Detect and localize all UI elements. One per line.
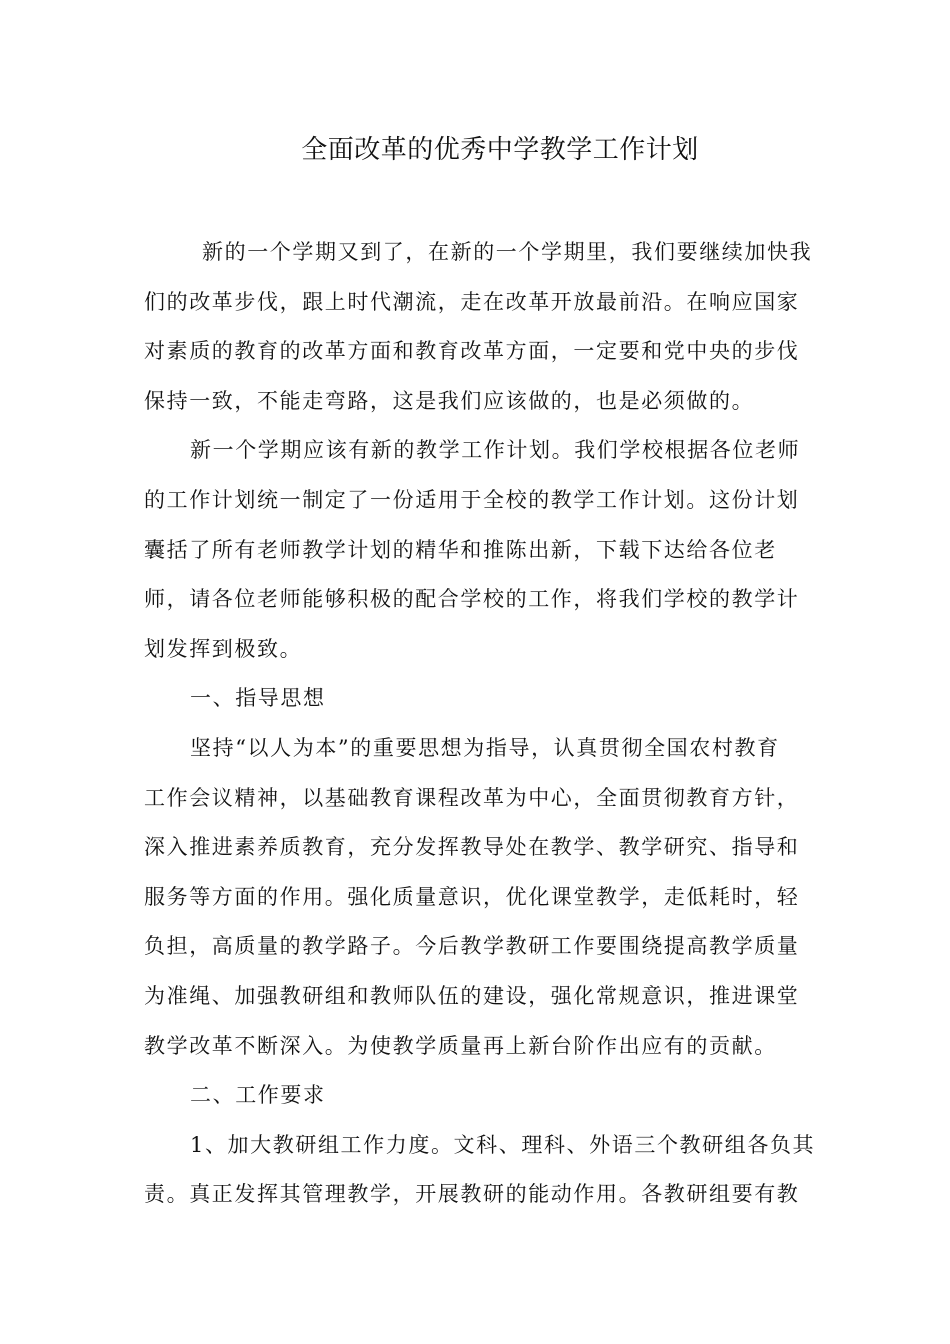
paragraph-line: 新的一个学期又到了，在新的一个学期里，我们要继续加快我 — [202, 240, 813, 264]
paragraph-line: 坚持“以人为本”的重要思想为指导，认真贯彻全国农村教育 — [190, 735, 780, 760]
section-heading: 一、指导思想 — [190, 686, 326, 711]
section-heading: 二、工作要求 — [190, 1083, 326, 1108]
paragraph-line: 划发挥到极致。 — [144, 636, 303, 661]
paragraph-line: 为准绳、加强教研组和教师队伍的建设，强化常规意识，推进课堂 — [144, 983, 800, 1008]
paragraph-line: 师，请各位老师能够积极的配合学校的工作，将我们学校的教学计 — [144, 587, 800, 612]
paragraph-line: 新一个学期应该有新的教学工作计划。我们学校根据各位老师 — [190, 438, 801, 463]
paragraph-line: 囊括了所有老师教学计划的精华和推陈出新，下载下达给各位老 — [144, 537, 777, 562]
paragraph-line: 负担，高质量的教学路子。今后教学教研工作要围绕提高教学质量 — [144, 934, 800, 959]
paragraph-line: 教学改革不断深入。为使教学质量再上新台阶作出应有的贡献。 — [144, 1033, 777, 1058]
paragraph-line: 的工作计划统一制定了一份适用于全校的教学工作计划。这份计划 — [144, 487, 800, 512]
paragraph-line: 责。真正发挥其管理教学，开展教研的能动作用。各教研组要有教 — [144, 1182, 800, 1207]
paragraph-line: 深入推进素养质教育，充分发挥教导处在教学、教学研究、指导和 — [144, 835, 800, 860]
paragraph-line: 1、加大教研组工作力度。文科、理科、外语三个教研组各负其 — [190, 1132, 816, 1157]
paragraph-line: 们的改革步伐，跟上时代潮流，走在改革开放最前沿。在响应国家 — [144, 289, 800, 314]
paragraph-line: 工作会议精神，以基础教育课程改革为中心，全面贯彻教育方针， — [144, 785, 800, 810]
document-body — [144, 228, 816, 1220]
document-title: 全面改革的优秀中学教学工作计划 — [301, 135, 699, 165]
paragraph-line: 对素质的教育的改革方面和教育改革方面，一定要和党中央的步伐 — [144, 339, 800, 364]
paragraph-line: 保持一致，不能走弯路，这是我们应该做的，也是必须做的。 — [144, 388, 755, 413]
paragraph-line: 服务等方面的作用。强化质量意识，优化课堂教学，走低耗时，轻 — [144, 884, 800, 909]
